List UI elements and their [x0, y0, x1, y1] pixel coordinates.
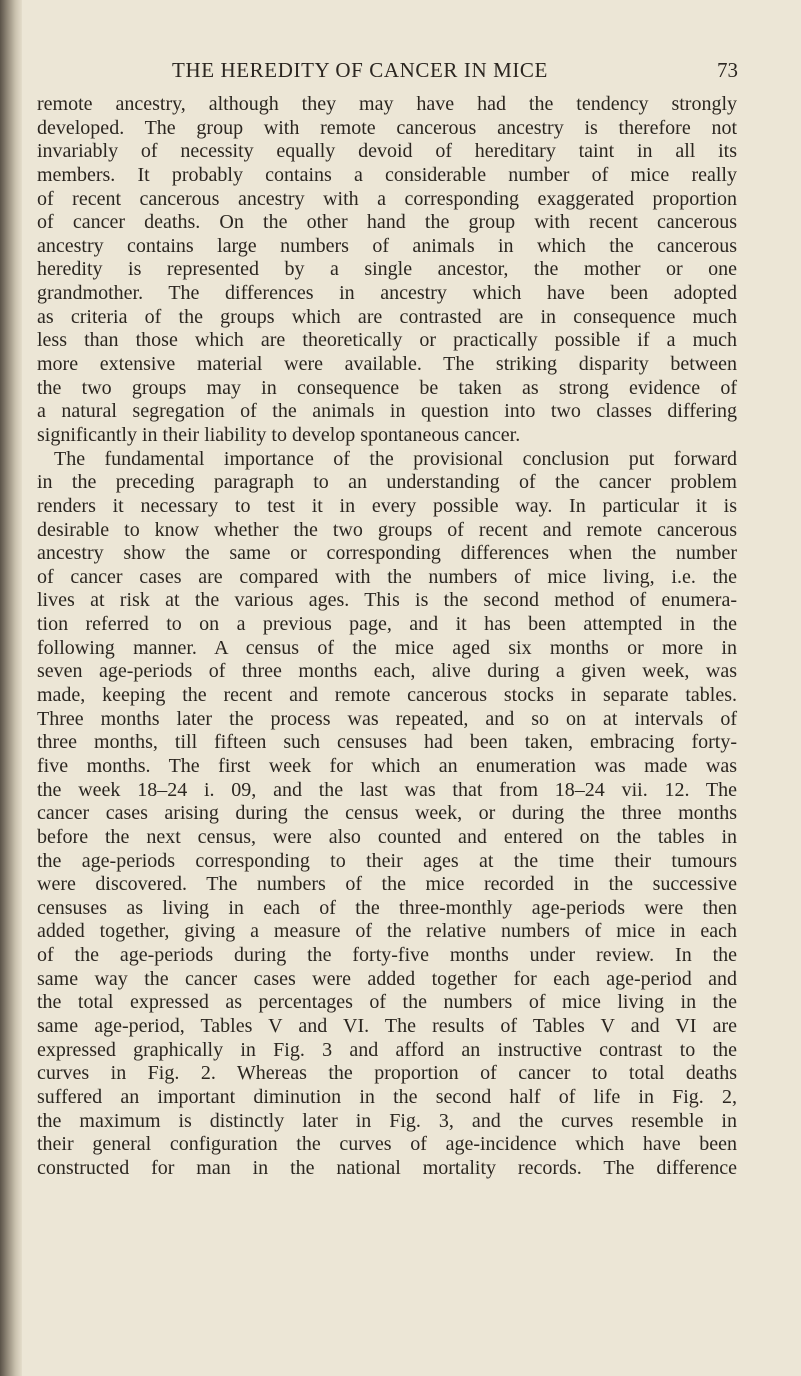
text-line: The fundamental importance of the provisional conclusion put forward: [54, 447, 737, 470]
text-line: members. It probably contains a considerable number of mice really: [37, 163, 737, 186]
text-line: lives at risk at the various ages. This is the second method of enumera-: [37, 589, 737, 612]
text-line: their general configuration the curves of age-incidence which have been: [37, 1133, 737, 1156]
page-number: 73: [717, 58, 738, 82]
text-line: the week 18–24 i. 09, and the last was that from 18–24 vii. 12. The: [37, 778, 737, 801]
text-line: desirable to know whether the two groups of recent and remote cancerous: [37, 518, 737, 541]
text-line: three months, till fifteen such censuses had been taken, embracing forty-: [37, 731, 737, 754]
text-line: less than those which are theoretically or practically possible if a much: [37, 329, 737, 352]
text-line: developed. The group with remote cancerous ancestry is therefore not: [37, 116, 737, 139]
text-line: same way the cancer cases were added together for each age-period and: [37, 967, 737, 990]
running-head: THE HEREDITY OF CANCER IN MICE: [172, 58, 548, 82]
text-line: renders it necessary to test it in every possible way. In particular it is: [37, 494, 737, 517]
text-line: of cancer cases are compared with the numbers of mice living, i.e. the: [37, 565, 737, 588]
text-line: censuses as living in each of the three-monthly age-periods were then: [37, 896, 737, 919]
text-line: more extensive material were available. The striking disparity between: [37, 353, 737, 376]
text-line: remote ancestry, although they may have had the tendency strongly: [37, 93, 737, 115]
text-line: cancer cases arising during the census week, or during the three months: [37, 802, 737, 825]
text-line: made, keeping the recent and remote cancerous stocks in separate tables.: [37, 684, 737, 707]
text-line: added together, giving a measure of the relative numbers of mice in each: [37, 920, 737, 943]
text-line: of cancer deaths. On the other hand the group with recent cancerous: [37, 211, 737, 234]
text-line: the total expressed as percentages of the numbers of mice living in the: [37, 991, 737, 1014]
text-line: of the age-periods during the forty-five months under review. In the: [37, 944, 737, 967]
text-line: a natural segregation of the animals in question into two classes differing: [37, 400, 737, 423]
text-line: ancestry contains large numbers of animals in which the cancerous: [37, 234, 737, 257]
text-line: five months. The first week for which an enumeration was made was: [37, 754, 737, 777]
text-line: constructed for man in the national mortality records. The difference: [37, 1156, 737, 1179]
text-line: curves in Fig. 2. Whereas the proportion of cancer to total deaths: [37, 1062, 737, 1085]
body-text: [37, 93, 737, 1180]
text-line: same age-period, Tables V and VI. The results of Tables V and VI are: [37, 1014, 737, 1037]
text-line: the age-periods corresponding to their ages at the time their tumours: [37, 849, 737, 872]
text-line: expressed graphically in Fig. 3 and afford an instructive contrast to the: [37, 1038, 737, 1061]
text-line: grandmother. The differences in ancestry which have been adopted: [37, 282, 737, 305]
text-line: tion referred to on a previous page, and it has been attempted in the: [37, 613, 737, 636]
text-line: invariably of necessity equally devoid of hereditary taint in all its: [37, 140, 737, 163]
text-line: were discovered. The numbers of the mice recorded in the successive: [37, 873, 737, 896]
text-line: in the preceding paragraph to an understanding of the cancer problem: [37, 471, 737, 494]
text-line: ancestry show the same or corresponding differences when the number: [37, 542, 737, 565]
text-line: significantly in their liability to develop spontaneous cancer.: [37, 423, 521, 446]
text-line: of recent cancerous ancestry with a corresponding exaggerated proportion: [37, 187, 737, 210]
text-line: suffered an important diminution in the second half of life in Fig. 2,: [37, 1085, 737, 1108]
text-line: as criteria of the groups which are contrasted are in consequence much: [37, 305, 737, 328]
text-line: the two groups may in consequence be taken as strong evidence of: [37, 376, 737, 399]
page-binding-edge: [0, 0, 22, 1376]
text-line: before the next census, were also counted and entered on the tables in: [37, 825, 737, 848]
text-line: following manner. A census of the mice aged six months or more in: [37, 636, 737, 659]
text-line: the maximum is distinctly later in Fig. 3, and the curves resemble in: [37, 1109, 737, 1132]
text-line: Three months later the process was repeated, and so on at intervals of: [37, 707, 737, 730]
text-line: seven age-periods of three months each, alive during a given week, was: [37, 660, 737, 683]
text-line: heredity is represented by a single ancestor, the mother or one: [37, 258, 737, 281]
